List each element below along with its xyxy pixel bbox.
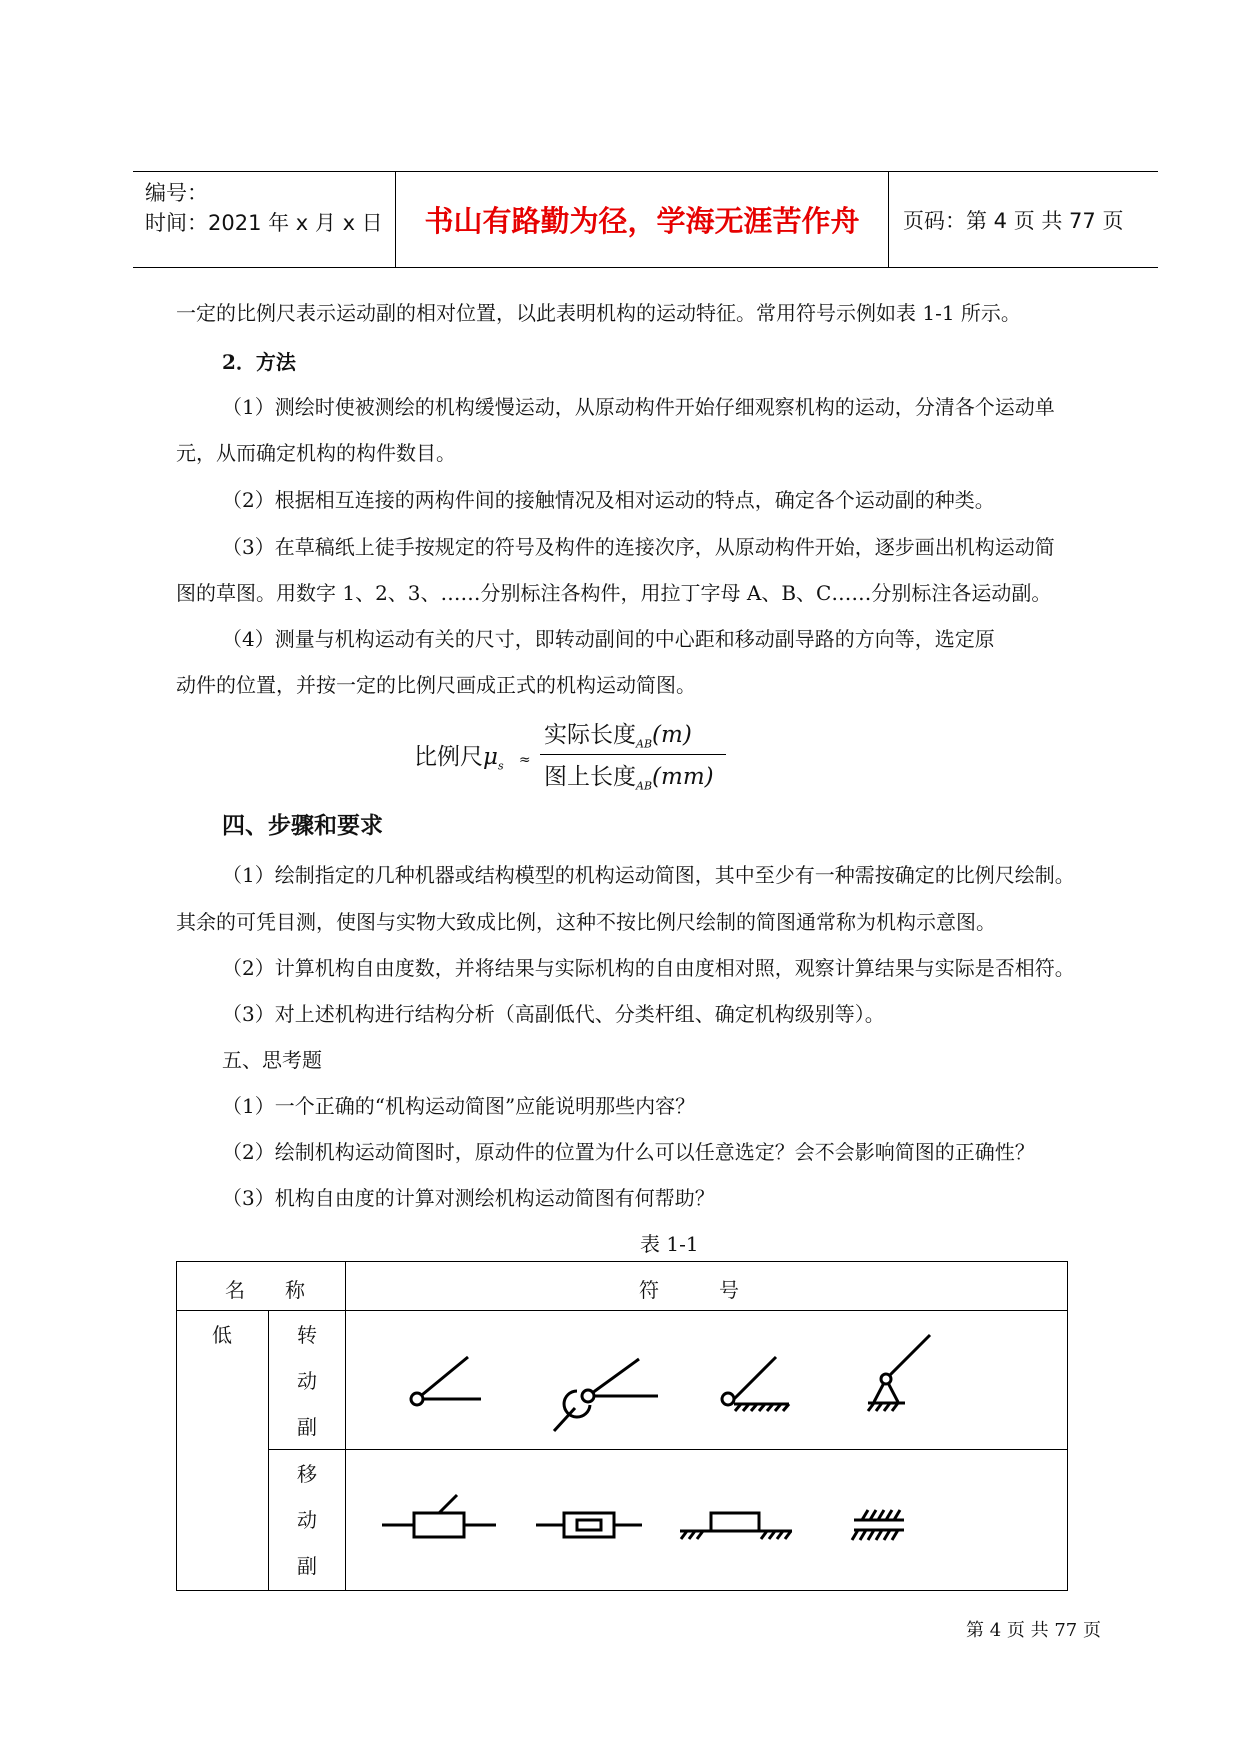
header-page-info: 页码：第 4 页 共 77 页 — [903, 208, 1124, 233]
think-heading: 五、思考题 — [222, 1048, 322, 1072]
formula-eq: ≈ — [518, 752, 531, 768]
prismatic-symbols — [346, 1450, 1066, 1590]
row-label-char: 动 — [297, 1508, 317, 1532]
formula-num-text: 实际长度 — [544, 722, 636, 748]
question-line: （3）机构自由度的计算对测绘机构运动简图有何帮助？ — [222, 1186, 715, 1210]
revolute-symbol-4 — [868, 1335, 930, 1411]
fraction-bar — [540, 754, 726, 755]
page-header — [133, 171, 1158, 268]
scale-formula — [414, 716, 734, 792]
paragraph-line: （2）计算机构自由度数，并将结果与实际机构的自由度相对照，观察计算结果与实际是否相符。 — [222, 956, 1075, 980]
question-line: （2）绘制机构运动简图时，原动件的位置为什么可以任意选定？会不会影响简图的正确性？ — [222, 1140, 1035, 1164]
time-label: 时间：2021 年 x 月 x 日 — [145, 211, 383, 235]
row-label-char: 副 — [297, 1554, 317, 1578]
method-heading: 2．方法 — [222, 350, 296, 374]
paragraph-line: 其余的可凭目测，使图与实物大致成比例，这种不按比例尺绘制的简图通常称为机构示意图。 — [176, 910, 996, 934]
paragraph-line: 图的草图。用数字 1、2、3、……分别标注各构件，用拉丁字母 A、B、C……分别标注各运动副。 — [176, 581, 1052, 605]
question-line: （1）一个正确的“机构运动简图”应能说明那些内容？ — [222, 1094, 696, 1118]
formula-lhs-text: 比例尺 — [414, 744, 483, 770]
group-label: 低 — [212, 1323, 232, 1347]
prismatic-symbol-1 — [382, 1495, 496, 1537]
paragraph-line: 动件的位置，并按一定的比例尺画成正式的机构运动简图。 — [176, 673, 696, 697]
formula-den-unit: (mm) — [652, 764, 714, 790]
revolute-symbols — [346, 1311, 1066, 1449]
formula-mu: μ — [483, 744, 498, 770]
revolute-symbol-3 — [722, 1357, 789, 1411]
page-footer: 第 4 页 共 77 页 — [966, 1620, 1101, 1641]
header-motto: 书山有路勤为径，学海无涯苦作舟 — [395, 172, 889, 267]
paragraph-line: （4）测量与机构运动有关的尺寸，即转动副间的中心距和移动副导路的方向等，选定原 — [222, 627, 995, 651]
table-divider — [268, 1310, 269, 1590]
row-label-char: 移 — [297, 1462, 317, 1486]
formula-den-text: 图上长度 — [544, 764, 636, 790]
formula-numerator — [544, 716, 692, 751]
row-label-char: 转 — [297, 1323, 317, 1347]
formula-num-unit: (m) — [652, 722, 692, 748]
table-caption: 表 1-1 — [640, 1232, 699, 1256]
col-header-symbol: 符 号 — [639, 1278, 739, 1302]
revolute-symbol-1 — [411, 1357, 481, 1405]
paragraph-line: （3）对上述机构进行结构分析（高副低代、分类杆组、确定机构级别等）。 — [222, 1002, 885, 1026]
prismatic-symbol-2 — [536, 1513, 642, 1537]
formula-num-sub: AB — [636, 737, 653, 751]
paragraph-line: （1）绘制指定的几种机器或结构模型的机构运动简图，其中至少有一种需按确定的比例尺绘制。 — [222, 863, 1075, 887]
row-label-char: 副 — [297, 1415, 317, 1439]
row-label-char: 动 — [297, 1369, 317, 1393]
row-label-revolute — [295, 1312, 319, 1450]
prismatic-symbol-3 — [680, 1513, 792, 1539]
header-meta — [145, 178, 405, 238]
paragraph-line: （1）测绘时使被测绘的机构缓慢运动，从原动构件开始仔细观察机构的运动，分清各个运动单 — [222, 395, 1055, 419]
paragraph-line: 元，从而确定机构的构件数目。 — [176, 441, 456, 465]
paragraph-line: 一定的比例尺表示运动副的相对位置，以此表明机构的运动特征。常用符号示例如表 1-1 所示。 — [176, 301, 1021, 325]
formula-den-sub: AB — [636, 779, 653, 793]
paragraph-line: （2）根据相互连接的两构件间的接触情况及相对运动的特点，确定各个运动副的种类。 — [222, 488, 995, 512]
prismatic-symbol-4 — [852, 1510, 904, 1540]
row-label-prismatic — [295, 1451, 319, 1589]
symbol-table — [176, 1261, 1068, 1591]
formula-mu-sub: s — [497, 759, 504, 773]
formula-denominator — [544, 758, 714, 793]
paragraph-line: （3）在草稿纸上徒手按规定的符号及构件的连接次序，从原动构件开始，逐步画出机构运动简 — [222, 535, 1055, 559]
number-label: 编号： — [145, 181, 208, 205]
col-header-name: 名 称 — [225, 1278, 305, 1302]
revolute-symbol-2 — [554, 1359, 658, 1431]
formula-lhs — [414, 738, 531, 773]
steps-heading: 四、步骤和要求 — [222, 813, 383, 839]
